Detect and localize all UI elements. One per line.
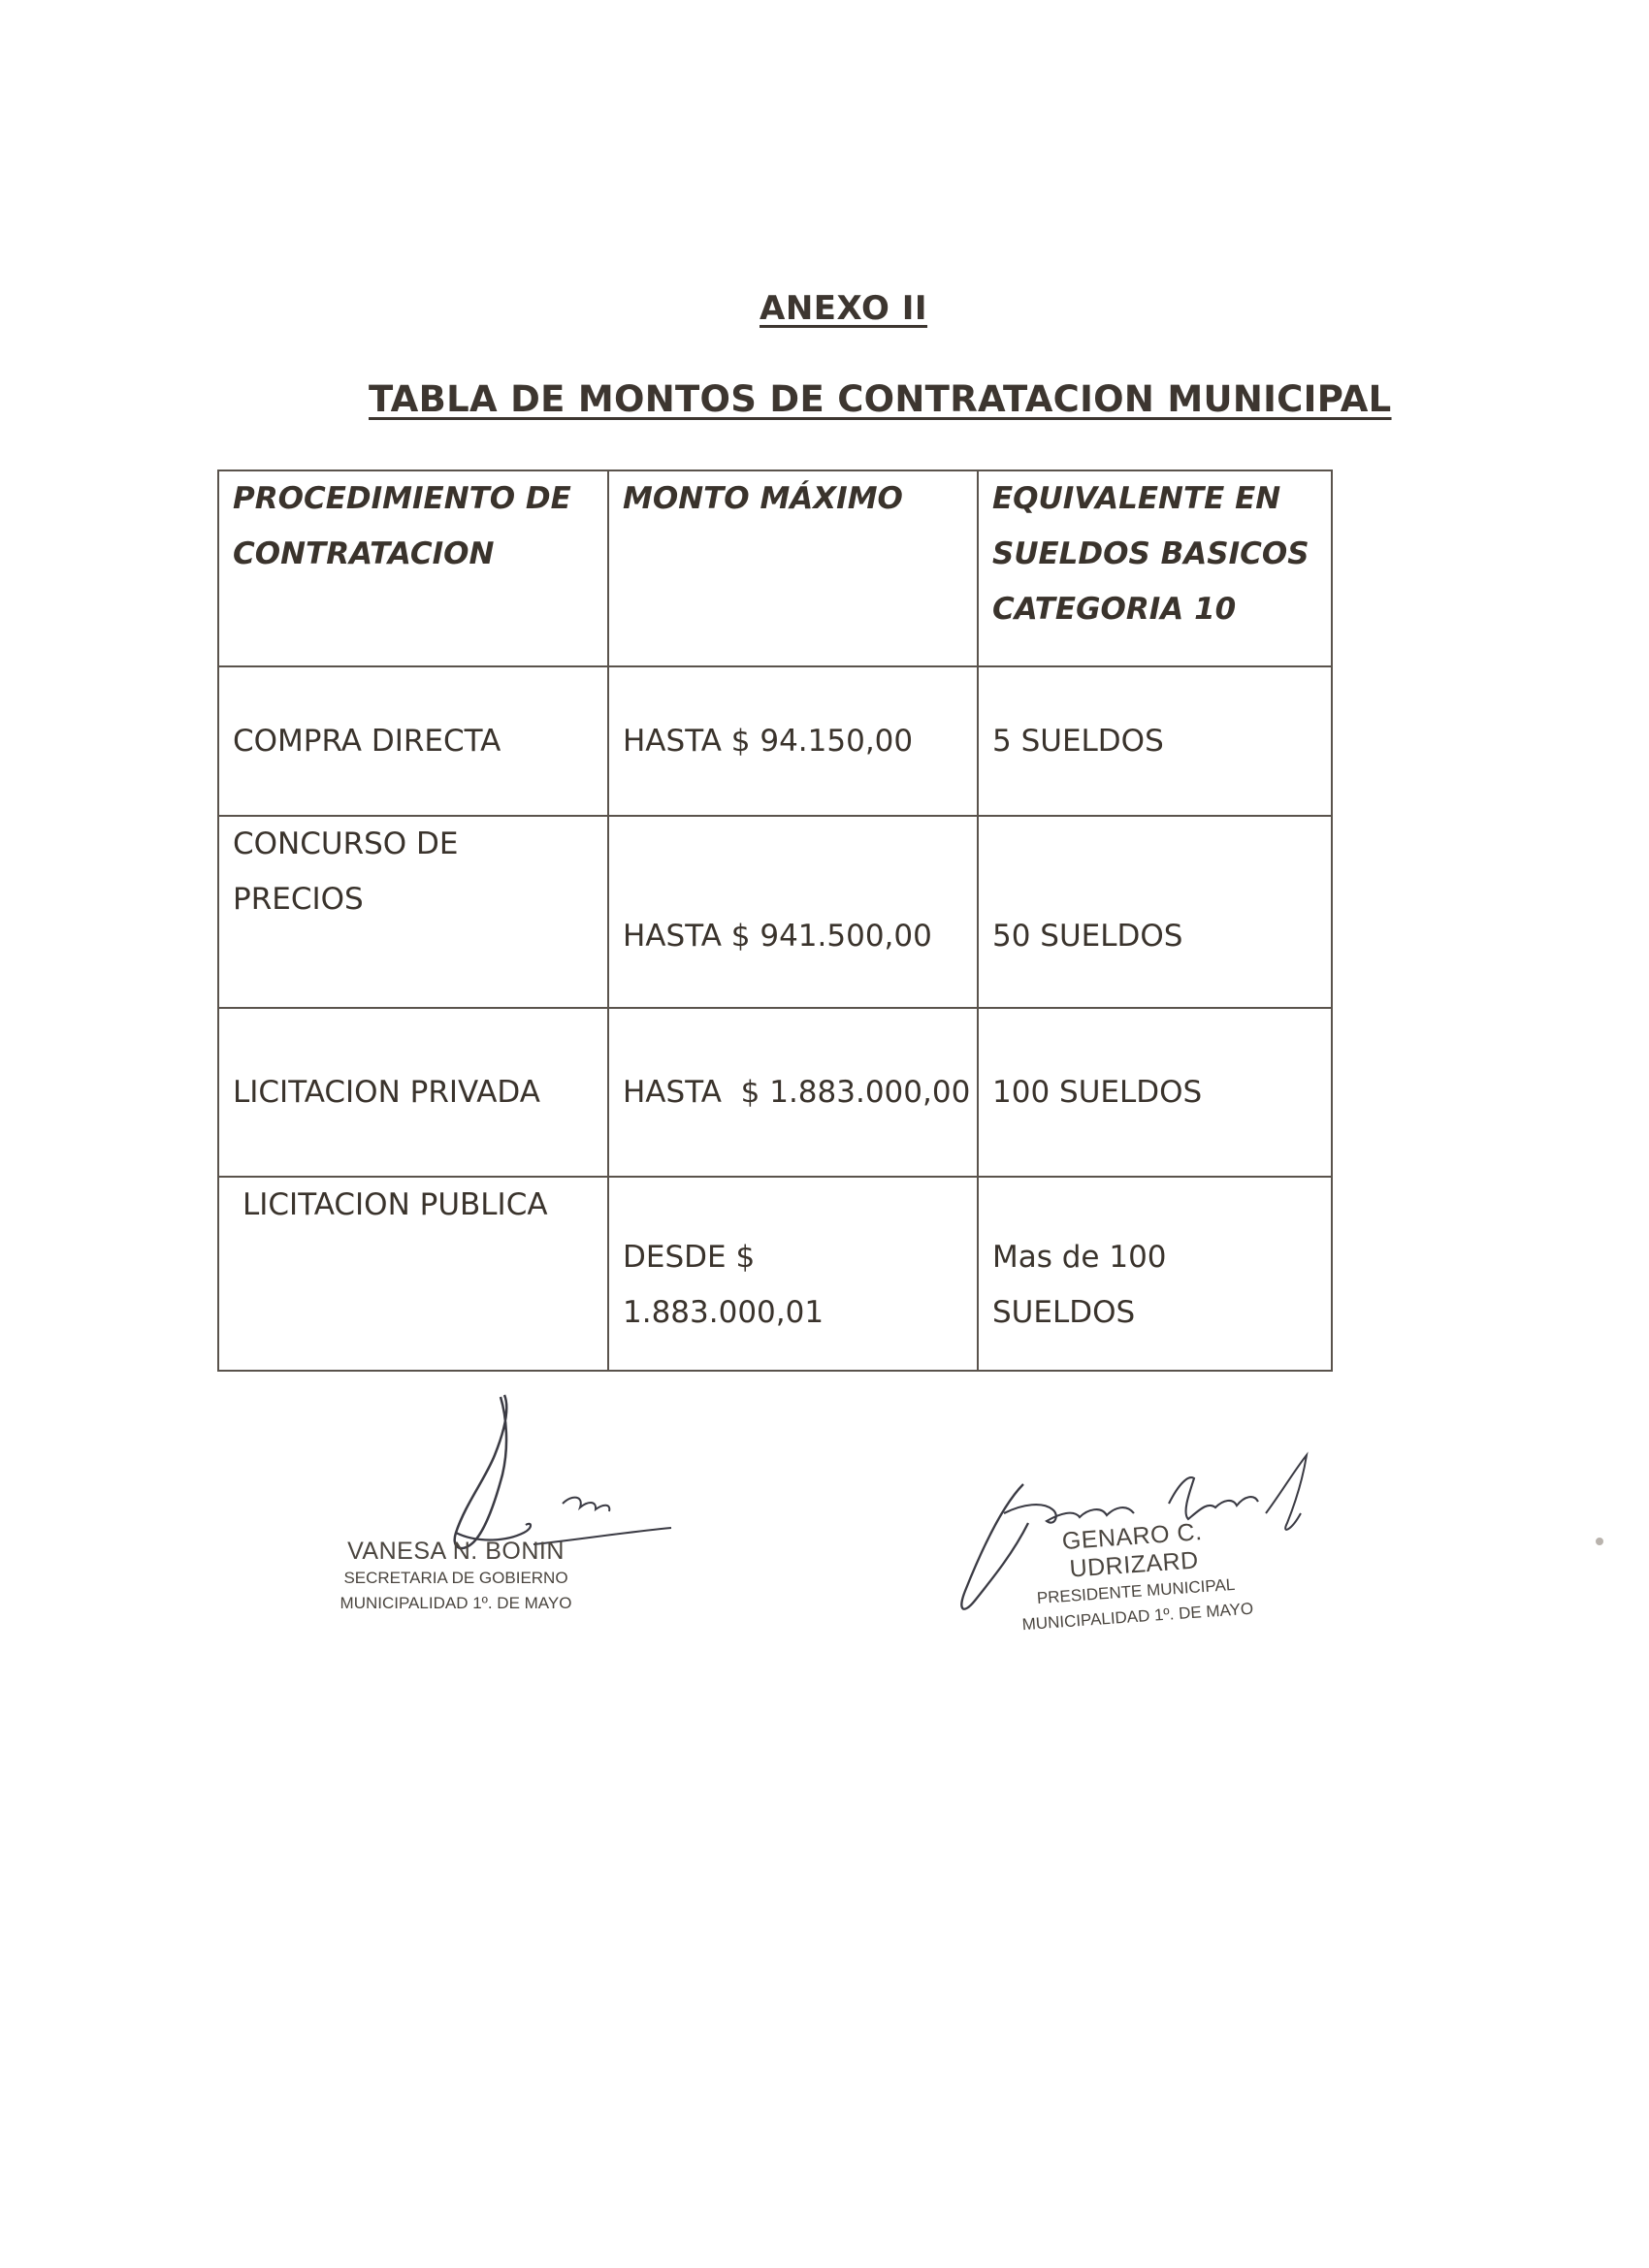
cell-monto: HASTA $ 1.883.000,00: [608, 1008, 978, 1177]
cell-equivalente: 50 SUELDOS: [978, 816, 1332, 1008]
signatory-role: SECRETARIA DE GOBIERNO: [343, 1569, 568, 1587]
cell-procedimiento: LICITACION PRIVADA: [218, 1008, 608, 1177]
header-procedimiento: PROCEDIMIENTO DE CONTRATACION: [218, 470, 608, 666]
table-row: [218, 1177, 1332, 1371]
header-equivalente: EQUIVALENTE EN SUELDOS BASICOS CATEGORIA 10: [978, 470, 1332, 666]
cell-procedimiento: LICITACION PUBLICA: [218, 1177, 608, 1371]
table-header-row: [218, 470, 1332, 666]
cell-procedimiento: COMPRA DIRECTA: [218, 666, 608, 816]
table-row: [218, 1008, 1332, 1177]
montos-table: [217, 470, 1333, 1372]
signatory-role: PRESIDENTE MUNICIPAL: [1036, 1574, 1236, 1608]
cell-monto: HASTA $ 941.500,00: [608, 816, 978, 1008]
header-monto: MONTO MÁXIMO: [608, 470, 978, 666]
table-row: [218, 666, 1332, 816]
signatory-org: MUNICIPALIDAD 1º. DE MAYO: [340, 1594, 572, 1612]
signatory-name: VANESA N. BONIN: [347, 1538, 565, 1565]
signatory-name: GENARO C. UDRIZARD: [1060, 1518, 1204, 1583]
cell-procedimiento: CONCURSO DE PRECIOS: [218, 816, 608, 1008]
signature-block-right: [1005, 1514, 1264, 1638]
table-row: [218, 816, 1332, 1008]
signatory-org: MUNICIPALIDAD 1º. DE MAYO: [1021, 1599, 1254, 1635]
cell-equivalente: 5 SUELDOS: [978, 666, 1332, 816]
scan-speck: [1596, 1538, 1603, 1545]
cell-monto: DESDE $ 1.883.000,01: [608, 1177, 978, 1371]
document-subtitle: TABLA DE MONTOS DE CONTRATACION MUNICIPAL: [369, 378, 1392, 420]
signature-block-left: [340, 1538, 572, 1616]
cell-equivalente: 100 SUELDOS: [978, 1008, 1332, 1177]
document-title: ANEXO II: [760, 289, 928, 328]
cell-monto: HASTA $ 94.150,00: [608, 666, 978, 816]
cell-equivalente: Mas de 100 SUELDOS: [978, 1177, 1332, 1371]
